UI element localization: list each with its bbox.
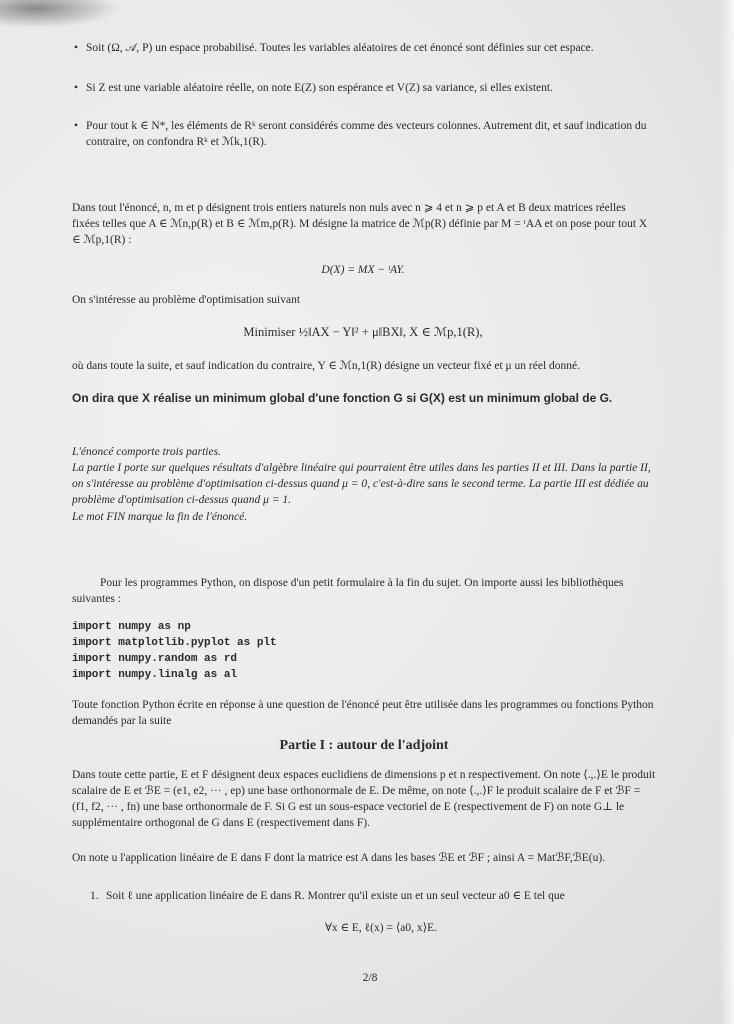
intro-bullet-1 (74, 40, 652, 56)
bullet-dot-icon: • (74, 82, 79, 94)
question-1-formula: ∀x ∈ E, ℓ(x) = ⟨a0, x⟩E. (324, 922, 438, 934)
question-1-text: Soit ℓ une application linéaire de E dans R. Montrer qu'il existe un et un seul vecteur a0 ∈ E tel que (106, 890, 565, 902)
import-line-3: import numpy.random as rd (72, 653, 238, 665)
intro-bullet-1-text: Soit (Ω, 𝒜, P) un espace probabilisé. Toutes les variables aléatoires de cet énoncé sont définies sur cet espace. (86, 42, 594, 54)
formula-d: D(X) = MX − ᵗAY. (321, 264, 405, 276)
minimum-definition: On dira que X réalise un minimum global d'une fonction G si G(X) est un minimum global de G. (72, 391, 613, 405)
intro-bullet-2-text: Si Z est une variable aléatoire réelle, on note E(Z) son espérance et V(Z) sa variance, si elles existent. (86, 82, 553, 94)
setup-paragraph: Dans tout l'énoncé, n, m et p désignent trois entiers naturels non nuls avec n ⩾ 4 et n ⩾ p et A et B deux matrices réelles fixées telles que A ∈ ℳn,p(R) et B ∈ ℳm,p(R). M désigne la matrice de ℳp(R) définie par M = ᵗAA et on pose pour tout X ∈ ℳp,1(R) : (72, 202, 648, 246)
optim-problem: Minimiser ½‖AX − Y‖² + μ‖BX‖, X ∈ ℳp,1(R), (243, 325, 483, 339)
part-paragraph: Dans toute cette partie, E et F désignent deux espaces euclidiens de dimensions p et n respectivement. On note ⟨.,.⟩E le produit scalaire de E et ℬE = (e1, e2, ··· , ep) une base orthonormale de E. De même, on note ⟨.,.⟩F le produit scalaire de F et ℬF = (f1, f2, ··· , fn) une base orthonormale de F. Si G est un sous-espace vectoriel de E (respectivement de F) on note G⊥ le supplémentaire orthogonal de G dans E (respectivement dans F). (72, 769, 656, 829)
where-line: où dans toute la suite, et sauf indication du contraire, Y ∈ ℳn,1(R) désigne un vecteur fixé et μ un réel donné. (72, 360, 581, 372)
optim-intro: On s'intéresse au problème d'optimisation suivant (72, 294, 301, 306)
page-edge (720, 0, 734, 1024)
part-paragraph-2: On note u l'application linéaire de E dans F dont la matrice est A dans les bases ℬE et ℬF ; ainsi A = MatℬF,ℬE(u). (72, 852, 606, 864)
intro-bullet-2 (74, 80, 652, 96)
structure-line-3: Le mot FIN marque la fin de l'énoncé. (72, 511, 248, 523)
part-title: Partie I : autour de l'adjoint (279, 738, 449, 753)
import-line-1: import numpy as np (72, 621, 191, 633)
question-1-number: 1. (90, 890, 99, 902)
import-line-4: import numpy.linalg as al (72, 669, 238, 681)
structure-line-2: La partie I porte sur quelques résultats d'algèbre linéaire qui pourraient être utiles dans les parties II et III. Dans la partie II, on s'intéresse au problème d'optimisation ci-dessus quand μ = 0, c'est-à-dire sans le second terme. La partie III est dédiée au problème d'optimisation ci-dessus quand μ = 1. (72, 462, 651, 506)
python-note: Toute fonction Python écrite en réponse à une question de l'énoncé peut être utilisée dans les programmes ou fonctions Python demandés par la suite (72, 699, 654, 727)
import-line-2: import matplotlib.pyplot as plt (72, 637, 277, 649)
bullet-dot-icon: • (74, 42, 79, 54)
page-number: 2/8 (362, 972, 378, 984)
intro-bullet-3 (74, 118, 652, 150)
python-intro: Pour les programmes Python, on dispose d'un petit formulaire à la fin du sujet. On importe aussi les bibliothèques suivantes : (72, 577, 624, 605)
photo-shadow (0, 0, 120, 28)
bullet-dot-icon: • (74, 120, 79, 132)
structure-line-1: L'énoncé comporte trois parties. (72, 446, 221, 458)
intro-bullet-3-text: Pour tout k ∈ N*, les éléments de Rᵏ seront considérés comme des vecteurs colonnes. Autrement dit, et sauf indication du contraire, on confondra Rᵏ et ℳk,1(R). (86, 120, 647, 148)
